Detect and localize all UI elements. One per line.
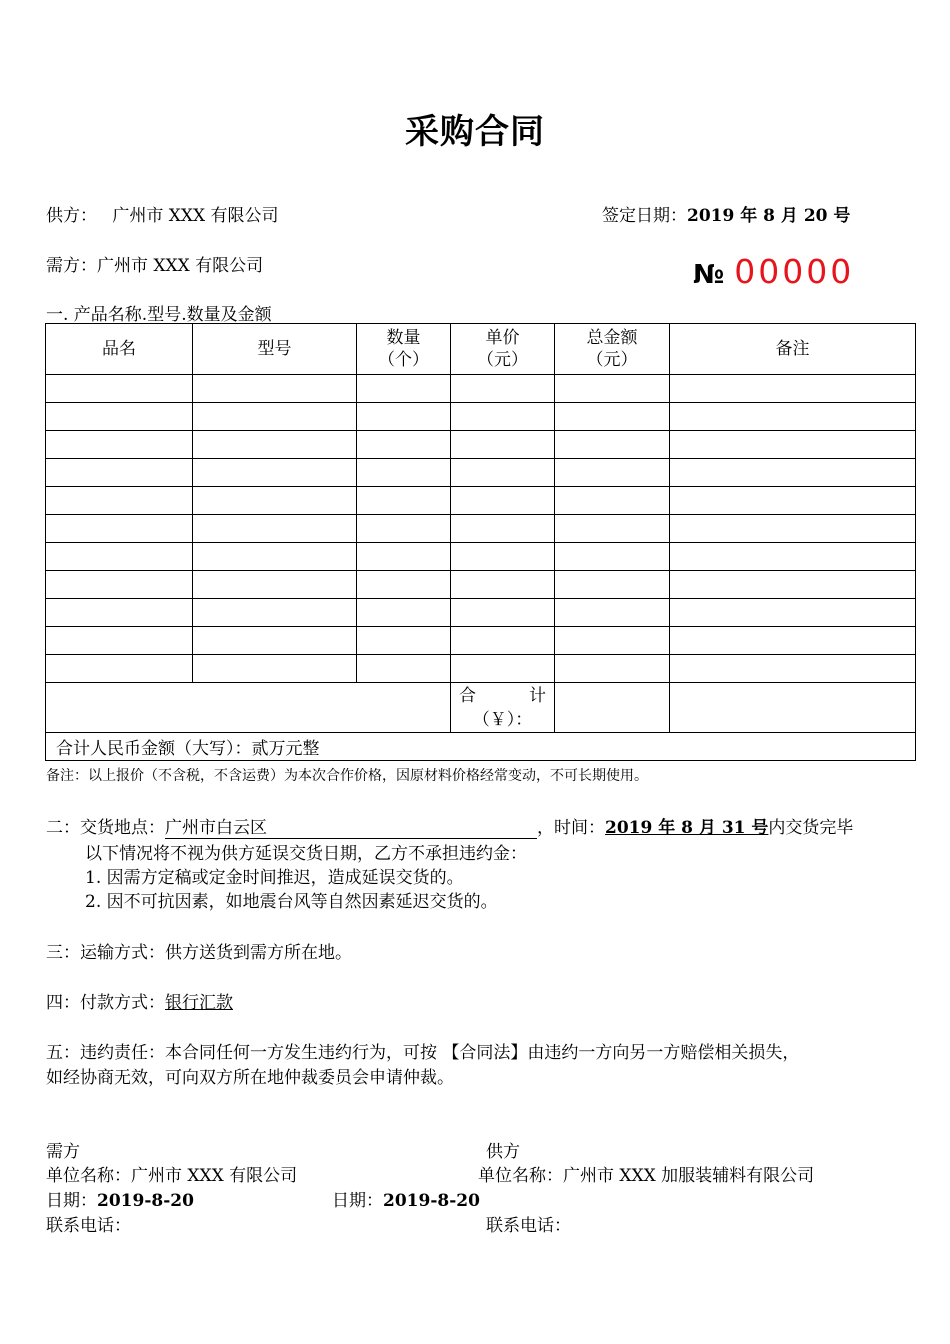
sig-supplier-phone: 联系电话： <box>486 1216 571 1236</box>
cell-model[interactable] <box>193 375 357 403</box>
buyer-value: 广州市 XXX 有限公司 <box>97 256 264 276</box>
cell-product-name[interactable] <box>46 375 193 403</box>
cell-unit-price[interactable] <box>451 571 555 599</box>
cell-quantity[interactable] <box>357 627 451 655</box>
table-row <box>46 571 916 599</box>
section5-line2: 如经协商无效，可向双方所在地仲裁委员会申请仲裁。 <box>46 1068 454 1088</box>
cell-quantity[interactable] <box>357 431 451 459</box>
cell-unit-price[interactable] <box>451 655 555 683</box>
table-row <box>46 431 916 459</box>
buyer-label: 需方： <box>46 256 97 276</box>
sig-buyer-unit-label: 单位名称： <box>46 1166 131 1186</box>
cell-product-name[interactable] <box>46 599 193 627</box>
cell-total-amount[interactable] <box>555 487 670 515</box>
section1-title: 一. 产品名称.型号.数量及金额 <box>46 305 272 325</box>
cell-product-name[interactable] <box>46 459 193 487</box>
cell-product-name[interactable] <box>46 487 193 515</box>
cell-model[interactable] <box>193 515 357 543</box>
cell-product-name[interactable] <box>46 431 193 459</box>
sig-supplier-date <box>332 1186 480 1211</box>
sig-buyer-unit <box>46 1161 297 1186</box>
cell-model[interactable] <box>193 543 357 571</box>
cell-product-name[interactable] <box>46 515 193 543</box>
cell-model[interactable] <box>193 487 357 515</box>
cell-total-amount[interactable] <box>555 655 670 683</box>
table-row <box>46 627 916 655</box>
cell-remarks[interactable] <box>670 375 916 403</box>
cell-model[interactable] <box>193 571 357 599</box>
cell-quantity[interactable] <box>357 403 451 431</box>
cell-model[interactable] <box>193 459 357 487</box>
cell-model[interactable] <box>193 627 357 655</box>
section5-line1: 五：违约责任：本合同任何一方发生违约行为，可按 【合同法】由违约一方向另一方赔偿相关损失， <box>46 1043 800 1063</box>
sig-supplier-date-label: 日期： <box>332 1191 383 1211</box>
goods-table <box>45 323 916 761</box>
contract-number <box>693 252 854 291</box>
header-total-amount: 总金额 （元） <box>555 324 670 375</box>
cell-remarks[interactable] <box>670 627 916 655</box>
table-row <box>46 375 916 403</box>
cell-quantity[interactable] <box>357 571 451 599</box>
sig-buyer-date <box>46 1186 194 1211</box>
sign-date-line <box>602 201 850 226</box>
cell-quantity[interactable] <box>357 459 451 487</box>
sig-buyer-title: 需方 <box>46 1142 80 1162</box>
cell-quantity[interactable] <box>357 655 451 683</box>
header-model: 型号 <box>193 324 357 375</box>
cell-unit-price[interactable] <box>451 375 555 403</box>
sig-buyer-phone: 联系电话： <box>46 1216 131 1236</box>
cell-total-amount[interactable] <box>555 375 670 403</box>
table-row <box>46 543 916 571</box>
cell-unit-price[interactable] <box>451 515 555 543</box>
total-label-cell: 合 计 （￥）： <box>451 683 555 733</box>
section3-transport: 三：运输方式：供方送货到需方所在地。 <box>46 943 352 963</box>
cell-total-amount[interactable] <box>555 515 670 543</box>
cell-remarks[interactable] <box>670 571 916 599</box>
number-sign-icon: № <box>693 260 725 290</box>
cell-total-amount[interactable] <box>555 627 670 655</box>
header-product-name: 品名 <box>46 324 193 375</box>
cell-quantity[interactable] <box>357 487 451 515</box>
cell-model[interactable] <box>193 599 357 627</box>
section2-item2: 2. 因不可抗因素，如地震台风等自然因素延迟交货的。 <box>85 892 498 912</box>
total-blank-cell <box>46 683 451 733</box>
cell-total-amount[interactable] <box>555 431 670 459</box>
supplier-label: 供方： <box>46 206 97 226</box>
table-row <box>46 403 916 431</box>
delivery-place-label: 二：交货地点： <box>46 818 165 838</box>
cell-total-amount[interactable] <box>555 403 670 431</box>
cell-quantity[interactable] <box>357 515 451 543</box>
cell-product-name[interactable] <box>46 627 193 655</box>
payment-value: 银行汇款 <box>165 993 233 1013</box>
page-title: 采购合同 <box>405 112 545 152</box>
sig-buyer-date-value: 2019-8-20 <box>97 1191 194 1211</box>
delivery-time-suffix: 内交货完毕 <box>768 818 854 838</box>
table-row <box>46 487 916 515</box>
section2-line2: 以下情况将不视为供方延误交货日期，乙方不承担违约金： <box>85 844 527 864</box>
sig-buyer-date-label: 日期： <box>46 1191 97 1211</box>
cell-remarks[interactable] <box>670 543 916 571</box>
cell-total-amount[interactable] <box>555 571 670 599</box>
supplier-line <box>46 201 279 226</box>
table-total-row <box>46 683 916 733</box>
cell-remarks[interactable] <box>670 459 916 487</box>
cell-model[interactable] <box>193 403 357 431</box>
table-row <box>46 599 916 627</box>
cell-total-amount[interactable] <box>555 599 670 627</box>
section2-item1: 1. 因需方定稿或定金时间推迟，造成延误交货的。 <box>85 868 464 888</box>
total-remarks-cell[interactable] <box>670 683 916 733</box>
cell-unit-price[interactable] <box>451 431 555 459</box>
cell-remarks[interactable] <box>670 599 916 627</box>
delivery-time-value: 2019 年 8 月 31 号 <box>605 818 769 838</box>
price-note: 备注：以上报价（不含税，不含运费）为本次合作价格，因原材料价格经常变动，不可长期使用。 <box>46 768 648 784</box>
cell-model[interactable] <box>193 655 357 683</box>
cell-remarks[interactable] <box>670 515 916 543</box>
sig-supplier-unit <box>478 1161 814 1186</box>
cell-product-name[interactable] <box>46 571 193 599</box>
delivery-time-label: ，时间： <box>537 818 605 838</box>
cell-quantity[interactable] <box>357 375 451 403</box>
sign-date-label: 签定日期： <box>602 206 687 226</box>
table-row <box>46 655 916 683</box>
section4-payment <box>46 988 233 1013</box>
cell-quantity[interactable] <box>357 543 451 571</box>
cell-product-name[interactable] <box>46 403 193 431</box>
payment-label: 四：付款方式： <box>46 993 165 1013</box>
header-quantity: 数量 （个） <box>357 324 451 375</box>
cell-unit-price[interactable] <box>451 627 555 655</box>
header-remarks: 备注 <box>670 324 916 375</box>
cell-remarks[interactable] <box>670 403 916 431</box>
cell-remarks[interactable] <box>670 487 916 515</box>
cell-product-name[interactable] <box>46 655 193 683</box>
header-unit-price: 单价 （元） <box>451 324 555 375</box>
section2-line1 <box>46 813 853 839</box>
amount-words-row <box>46 733 916 761</box>
table-row <box>46 459 916 487</box>
cell-remarks[interactable] <box>670 431 916 459</box>
cell-product-name[interactable] <box>46 543 193 571</box>
cell-quantity[interactable] <box>357 599 451 627</box>
cell-unit-price[interactable] <box>451 487 555 515</box>
sig-supplier-title: 供方 <box>486 1142 520 1162</box>
buyer-line <box>46 251 263 276</box>
amount-words-cell: 合计人民币金额（大写）：贰万元整 <box>46 733 916 761</box>
cell-remarks[interactable] <box>670 655 916 683</box>
cell-model[interactable] <box>193 431 357 459</box>
cell-total-amount[interactable] <box>555 459 670 487</box>
table-row <box>46 515 916 543</box>
table-header-row <box>46 324 916 375</box>
contract-number-value: 00000 <box>734 252 855 291</box>
cell-unit-price[interactable] <box>451 403 555 431</box>
supplier-value: 广州市 XXX 有限公司 <box>112 206 279 226</box>
sign-date-value: 2019 年 8 月 20 号 <box>687 206 851 226</box>
sig-supplier-date-value: 2019-8-20 <box>383 1191 480 1211</box>
cell-unit-price[interactable] <box>451 459 555 487</box>
total-amount-cell[interactable] <box>555 683 670 733</box>
sig-supplier-unit-value: 广州市 XXX 加服装辅料有限公司 <box>563 1166 815 1186</box>
cell-unit-price[interactable] <box>451 543 555 571</box>
delivery-place-value: 广州市白云区 <box>165 813 537 839</box>
cell-total-amount[interactable] <box>555 543 670 571</box>
sig-supplier-unit-label: 单位名称： <box>478 1166 563 1186</box>
sig-buyer-unit-value: 广州市 XXX 有限公司 <box>131 1166 298 1186</box>
cell-unit-price[interactable] <box>451 599 555 627</box>
